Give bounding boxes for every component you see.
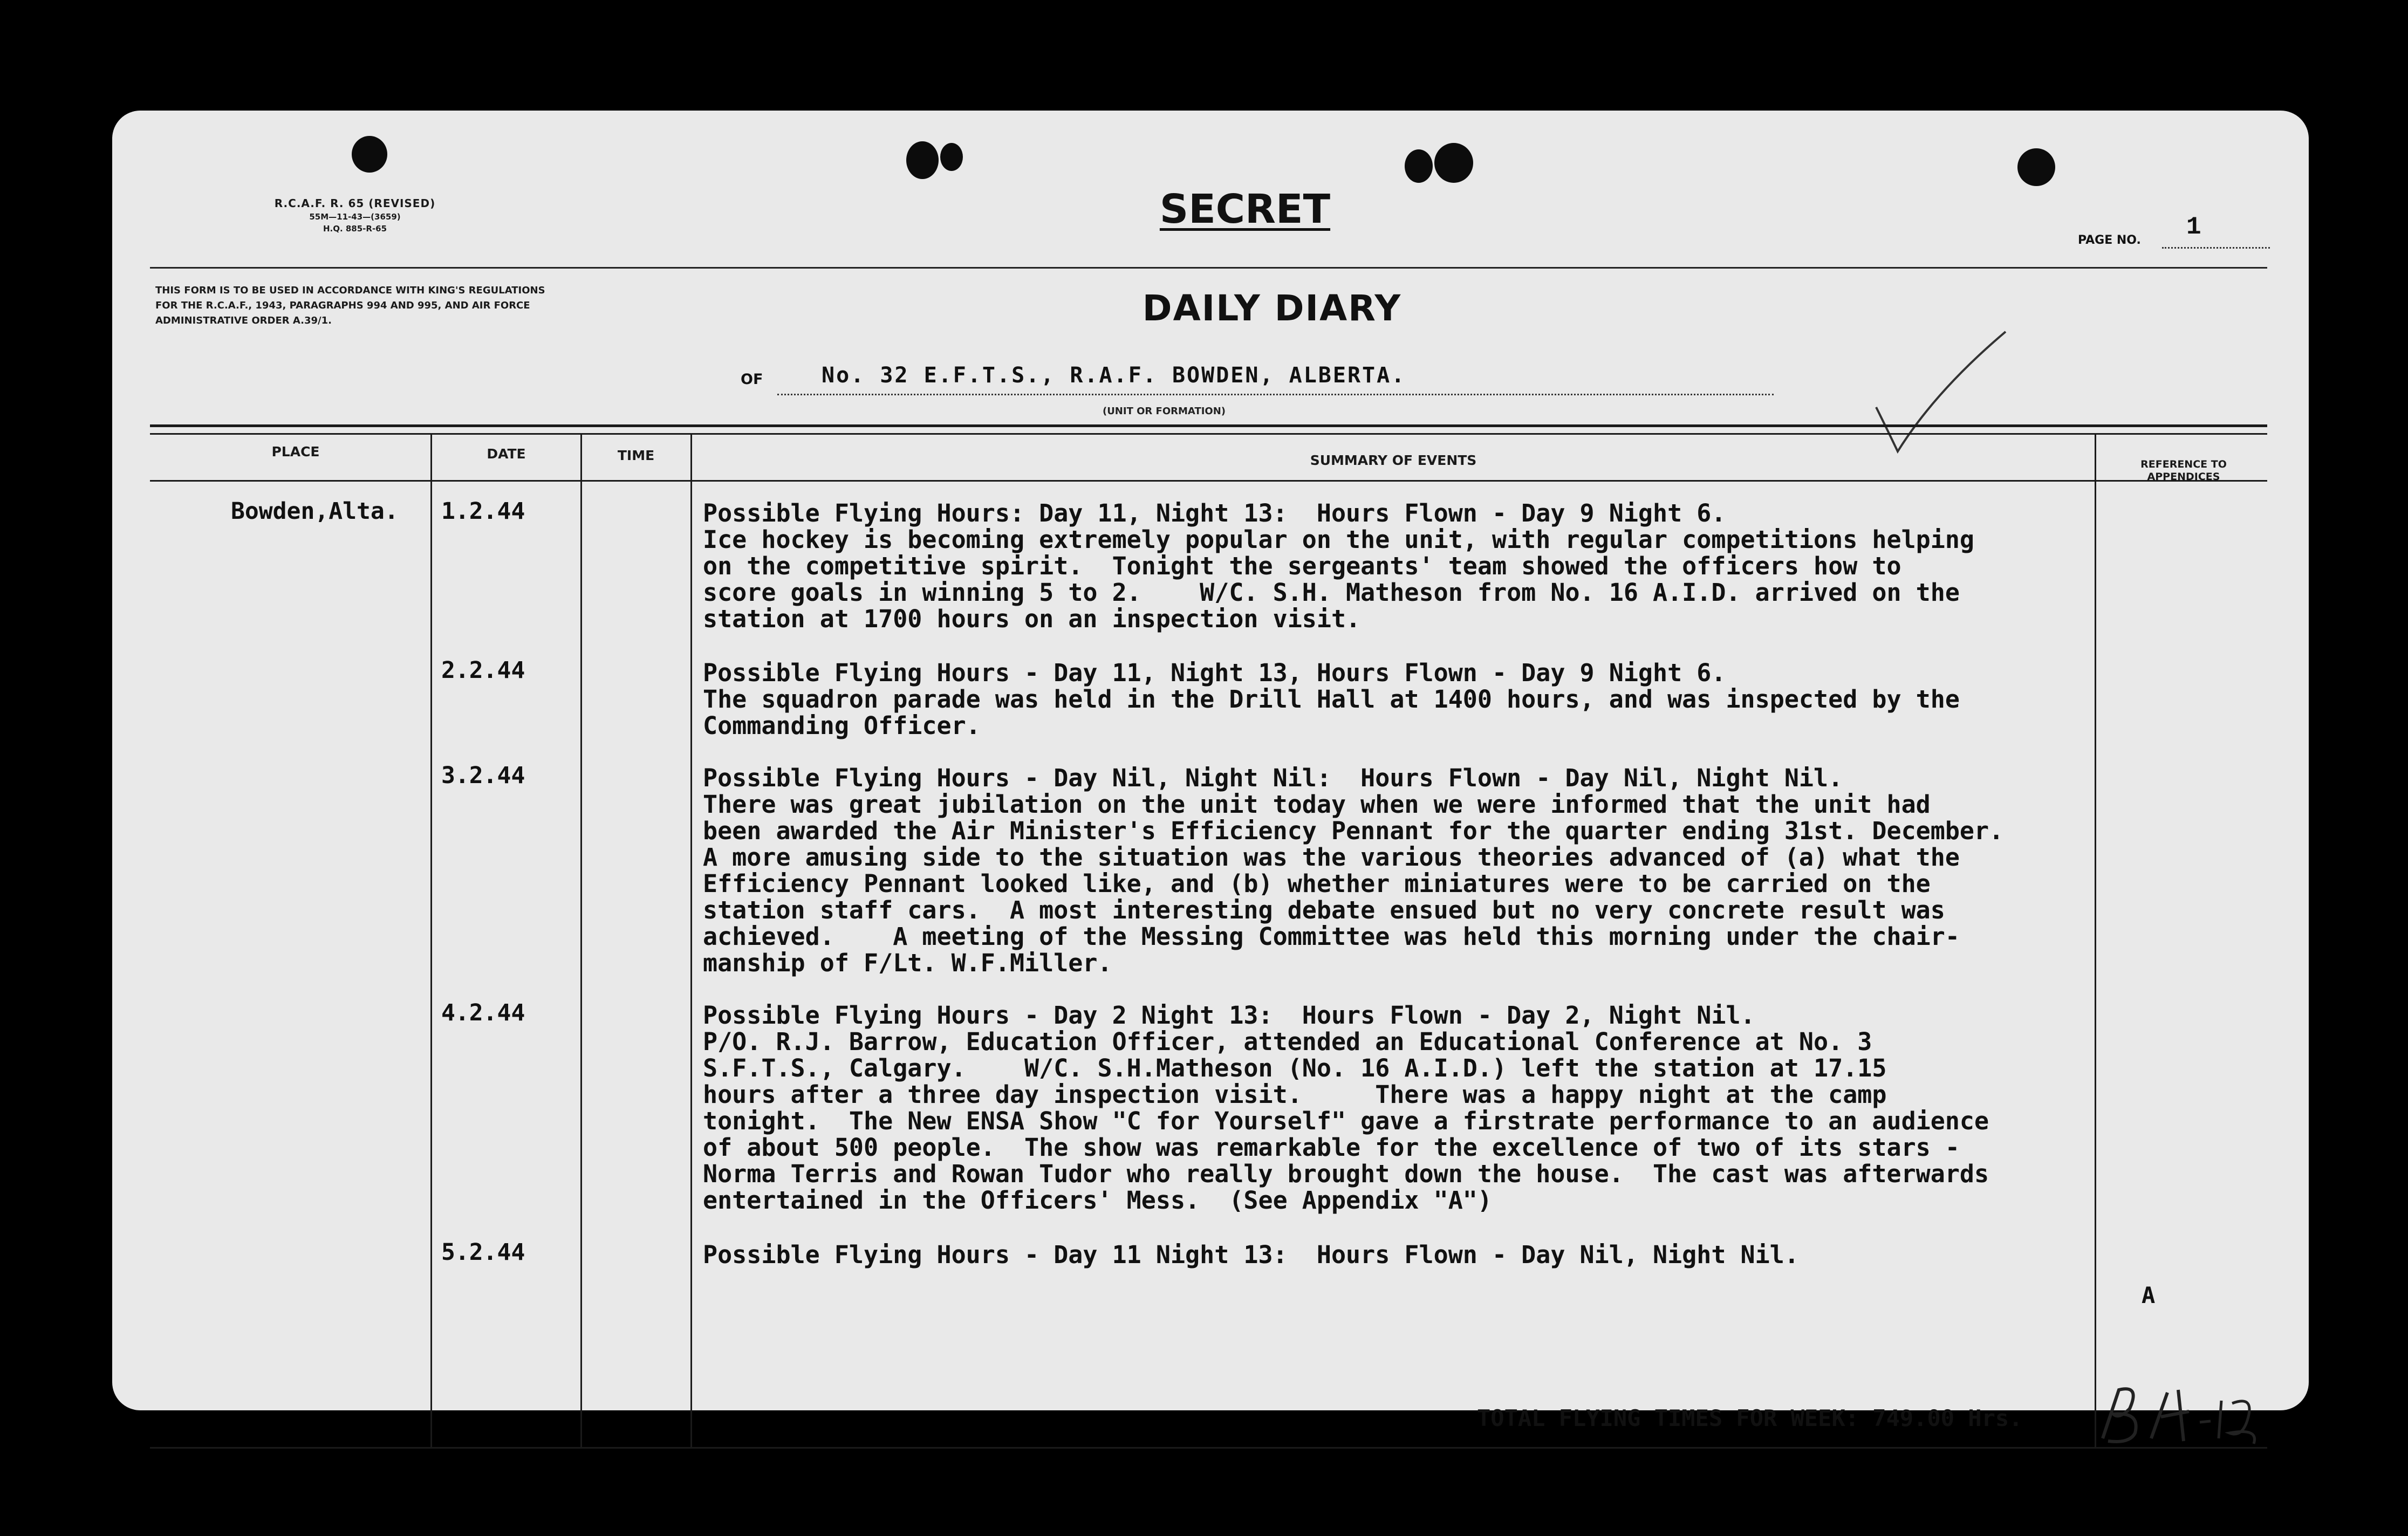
- unit-of-label: OF: [741, 371, 763, 388]
- column-header-date: DATE: [487, 446, 526, 462]
- column-divider: [580, 434, 582, 1448]
- punch-hole: [352, 136, 387, 173]
- unit-name: No. 32 E.F.T.S., R.A.F. BOWDEN, ALBERTA.: [822, 363, 1406, 388]
- table-top-rule: [150, 424, 2267, 427]
- column-divider: [430, 434, 432, 1448]
- punch-hole: [906, 141, 939, 179]
- form-reference-line2: 55M—11-43—(3659): [309, 212, 401, 222]
- punch-hole: [940, 143, 963, 171]
- summary-entry: Possible Flying Hours: Day 11, Night 13: Hours Flown - Day 9 Night 6. Ice hockey is becoming extremely popular on the unit, with regular competitions helping on the competitive spirit. Tonight the sergeants' team showed the officers how to score goals in winning 5 to 2. W/C. S.H. Matheson from No. 16 A.I.D. arrived on the station at 1700 hours on an inspection visit.: [703, 499, 1975, 633]
- summary-entry: Possible Flying Hours - Day 11, Night 13, Hours Flown - Day 9 Night 6. The squadron parade was held in the Drill Hall at 1400 hours, and was inspected by the Commanding Officer.: [703, 659, 1960, 740]
- punch-hole: [1405, 149, 1433, 183]
- form-reference-line1: R.C.A.F. R. 65 (REVISED): [274, 197, 436, 210]
- form-reference-line3: H.Q. 885-R-65: [323, 224, 387, 234]
- date-cell: 5.2.44: [441, 1239, 525, 1266]
- column-header-summary: SUMMARY OF EVENTS: [1310, 452, 1477, 468]
- column-header-time: TIME: [617, 448, 655, 463]
- summary-entry: Possible Flying Hours - Day Nil, Night Nil: Hours Flown - Day Nil, Night Nil. There was great jubilation on the unit today when we were informed that the unit had been awarded the Air Minister's Efficiency Pennant for the quarter ending 31st. December. A more amusing side to the situation was the various theories advanced of (a) what the Efficiency Pennant looked like, and (b) whether miniatures were to be carried on the station staff cars. A most interesting debate ensued but no very concrete result was achieved. A meeting of the Messing Committee was held this morning under the chair- manship of F/Lt. W.F.Miller.: [703, 764, 2004, 977]
- summary-entry: Possible Flying Hours - Day 2 Night 13: Hours Flown - Day 2, Night Nil. P/O. R.J. Barrow, Education Officer, attended an Educational Conference at No. 3 S.F.T.S., Calgary. W/C. S.H.Matheson (No. 16 A.I.D.) left the station at 17.15 hours after a three day inspection visit. There was a happy night at the camp tonight. The New ENSA Show "C for Yourself" gave a firstrate performance to an audience of about 500 people. The show was remarkable for the excellence of two of its stars - Norma Terris and Rowan Tudor who really brought down the house. The cast was afterwards entertained in the Officers' Mess. (See Appendix "A"): [703, 1001, 1989, 1215]
- unit-caption: (UNIT OR FORMATION): [1102, 406, 1226, 417]
- page-number-label: PAGE NO.: [2078, 234, 2141, 247]
- header-rule: [150, 267, 2267, 269]
- classification-text: SECRET: [1159, 186, 1331, 232]
- check-mark-icon: [1871, 326, 2011, 456]
- appendix-reference: A: [2142, 1282, 2156, 1308]
- column-divider: [690, 434, 692, 1448]
- summary-entry: Possible Flying Hours - Day 11 Night 13: Hours Flown - Day Nil, Night Nil.: [703, 1240, 1799, 1269]
- page-title: DAILY DIARY: [1142, 287, 1402, 329]
- punch-hole: [2017, 148, 2055, 186]
- unit-underline: [777, 394, 1774, 395]
- date-cell: 1.2.44: [441, 498, 525, 525]
- total-flying-times: TOTAL FLYING TIMES FOR WEEK: 749.00 Hrs.: [1477, 1405, 2023, 1431]
- classification-heading: [1083, 186, 1407, 232]
- column-header-reference: REFERENCE TO APPENDICES: [2140, 458, 2227, 483]
- column-header-place: PLACE: [271, 444, 320, 460]
- table-top-rule-inner: [150, 433, 2267, 435]
- date-cell: 3.2.44: [441, 762, 525, 789]
- table-header-rule: [150, 480, 2267, 482]
- page-number-line: [2162, 247, 2270, 249]
- date-cell: 2.2.44: [441, 657, 525, 684]
- place-cell: Bowden,Alta.: [231, 498, 399, 525]
- handwritten-initials-icon: [2097, 1379, 2281, 1449]
- form-reference: [172, 196, 538, 235]
- page-number-value: 1: [2186, 213, 2201, 241]
- diary-sheet: [112, 111, 2309, 1431]
- punch-hole: [1434, 143, 1473, 183]
- date-cell: 4.2.44: [441, 999, 525, 1026]
- regulation-note: THIS FORM IS TO BE USED IN ACCORDANCE WITH KING'S REGULATIONS FOR THE R.C.A.F., 1943, PARAGRAPHS 994 AND 995, AND AIR FORCE ADMINISTRATIVE ORDER A.39/1.: [155, 285, 545, 326]
- table-bottom-rule: [150, 1447, 2267, 1449]
